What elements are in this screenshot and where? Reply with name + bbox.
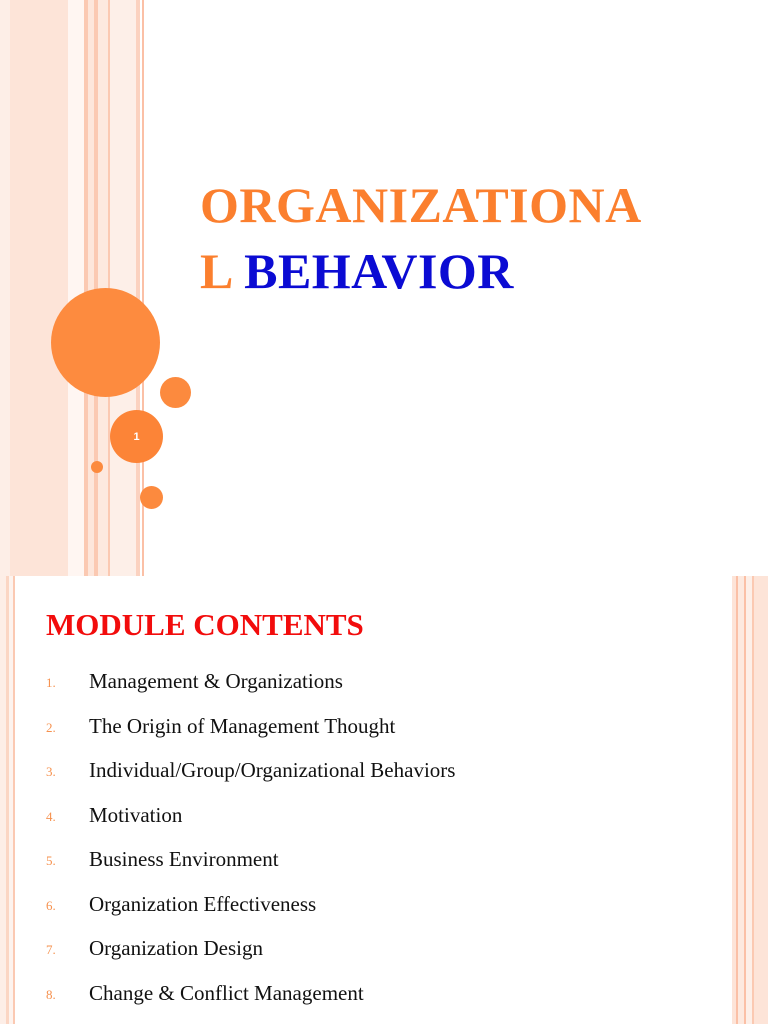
title-part-1: ORGANIZATIONA <box>200 177 642 233</box>
title-part-2: L <box>200 243 232 299</box>
decorative-stripe <box>10 0 68 576</box>
decorative-stripe <box>13 576 15 1024</box>
decorative-stripe <box>754 576 768 1024</box>
decorative-stripe <box>68 0 84 576</box>
list-item-number: 7. <box>46 942 56 957</box>
slide-title <box>200 172 642 304</box>
list-item-number: 4. <box>46 808 56 824</box>
list-item-text: Motivation <box>89 802 183 827</box>
list-item-text: Change & Conflict Management <box>89 980 364 1005</box>
list-item-text: Organization Design <box>89 936 263 960</box>
list-item-text: Individual/Group/Organizational Behaviors <box>89 758 456 782</box>
decorative-stripe <box>0 0 10 576</box>
list-item-text: The Origin of Management Thought <box>89 713 396 738</box>
list-item-text: Organization Effectiveness <box>89 891 317 916</box>
slide-number: 1 <box>133 430 140 443</box>
list-item-number: 2. <box>46 719 56 735</box>
decorative-circle-medium <box>160 377 191 408</box>
module-contents-heading: MODULE CONTENTS <box>46 607 364 642</box>
decorative-circle-small <box>140 486 163 509</box>
list-item-text: Business Environment <box>89 847 279 871</box>
decorative-circle-large <box>51 288 160 397</box>
list-item-number: 3. <box>46 764 56 779</box>
list-item-text: Management & Organizations <box>89 669 343 693</box>
list-item-number: 8. <box>46 986 56 1002</box>
list-item-number: 5. <box>46 853 56 868</box>
decorative-circle-tiny <box>91 461 103 473</box>
list-item-number: 1. <box>46 675 56 690</box>
title-part-3: BEHAVIOR <box>244 243 514 299</box>
contents-slide <box>0 576 768 1024</box>
decorative-stripe <box>136 0 140 576</box>
list-item-number: 6. <box>46 897 56 913</box>
